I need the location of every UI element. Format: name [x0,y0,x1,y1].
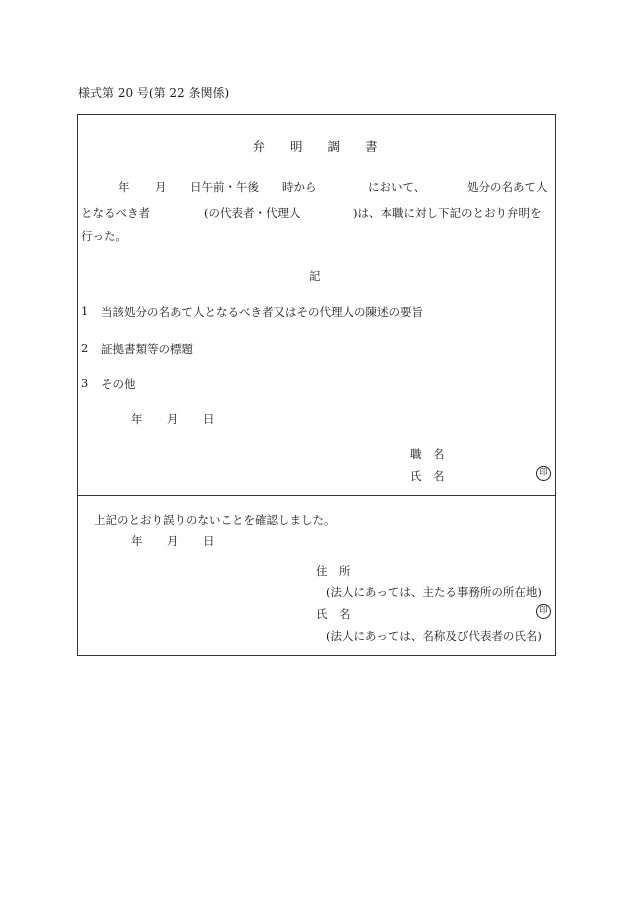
upper-date-month: 月 [167,412,179,426]
intro-subject: 処分の名あて人 [467,180,548,194]
intro-line3: 行った。 [81,229,127,243]
form-number-label: 様式第 20 号(第 22 条関係) [78,86,230,100]
item-1-text: 当該処分の名あて人となるべき者又はその代理人の陳述の要旨 [101,305,423,319]
confirm-date-day: 日 [203,534,215,548]
seal-icon: 印 [536,466,551,481]
item-3-number: 3 [81,376,89,390]
address-note: (法人にあっては、主たる事務所の所在地) [326,585,542,599]
intro-place: において、 [368,180,426,194]
intro-line2-b: (の代表者・代理人 [204,206,301,220]
signer-name-label: 氏 名 [316,607,351,621]
item-3-text: その他 [101,377,136,391]
confirm-date-year: 年 [131,534,143,548]
item-2-number: 2 [81,341,89,355]
intro-time: 時から [282,180,317,194]
section-divider [77,495,556,496]
upper-date-day: 日 [203,412,215,426]
document-title: 弁 明 調 書 [252,139,378,154]
official-name-label: 氏 名 [410,469,445,483]
name-note: (法人にあっては、名称及び代表者の氏名) [326,629,542,643]
intro-month: 月 [155,180,167,194]
confirm-date-month: 月 [167,534,179,548]
confirm-statement: 上記のとおり誤りのないことを確認しました。 [94,513,336,527]
intro-line2-a: となるべき者 [81,206,150,220]
intro-day-ampm: 日午前・午後 [190,180,259,194]
item-1-number: 1 [81,304,89,318]
intro-line2-c: )は、本職に対し下記のとおり弁明を [353,206,542,220]
intro-year: 年 [118,180,130,194]
upper-date-year: 年 [131,412,143,426]
ki-heading: 記 [309,269,321,283]
item-2-text: 証拠書類等の標題 [101,342,193,356]
address-label: 住 所 [316,564,351,578]
official-title-label: 職 名 [410,447,445,461]
signer-seal-icon: 印 [536,604,551,619]
